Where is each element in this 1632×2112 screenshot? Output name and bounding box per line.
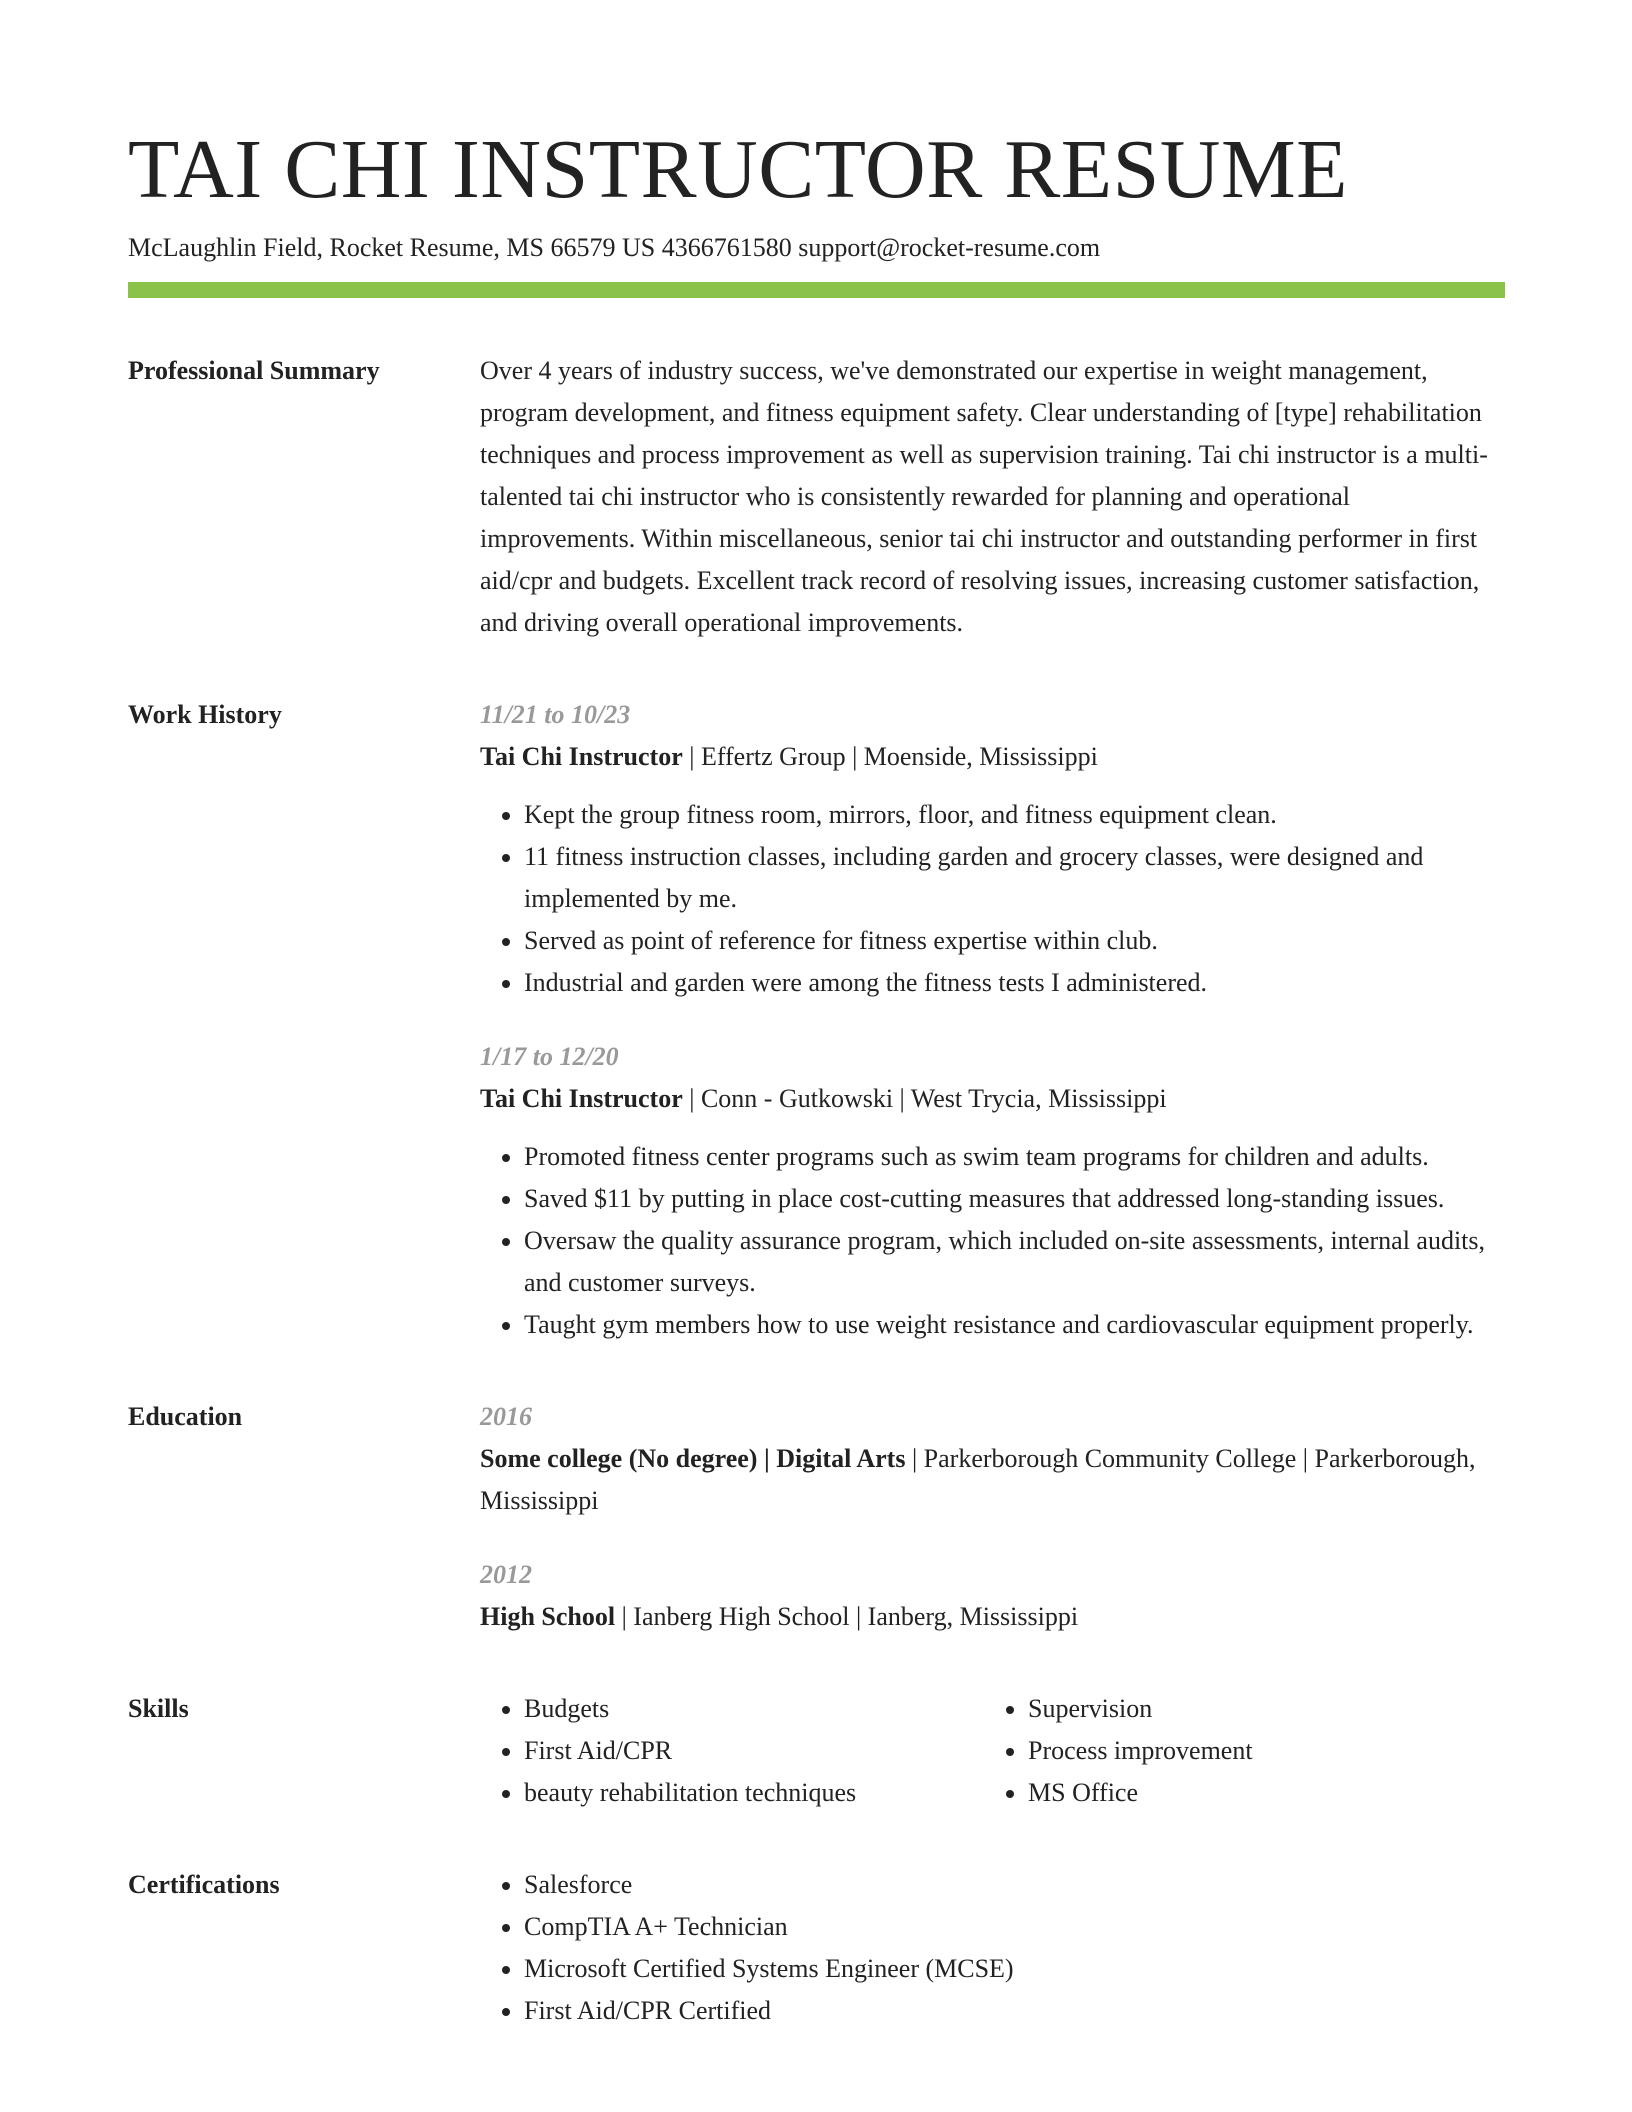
- job-bullet: • 11 fitness instruction classes, including garden and grocery classes, were designed and implemented by me.: [524, 836, 1505, 920]
- job-bullets: [480, 794, 1505, 1004]
- section-label-summary: Professional Summary: [128, 356, 380, 385]
- resume-page: [128, 120, 1505, 2032]
- section-label-certifications: Certifications: [128, 1870, 280, 1899]
- skill-item: • Supervision: [1028, 1688, 1253, 1730]
- education-degree: High School: [480, 1602, 616, 1631]
- education-degree: Some college (No degree) | Digital Arts: [480, 1444, 906, 1473]
- contact-line: McLaughlin Field, Rocket Resume, MS 66579 US 4366761580 support@rocket-resume.com: [128, 233, 1101, 262]
- education-school-location: | Ianberg High School | Ianberg, Mississippi: [615, 1602, 1079, 1631]
- summary-text: Over 4 years of industry success, we've demonstrated our expertise in weight management, program development, and fitness equipment safety. Clear understanding of [type] rehabilitation techniques and process improvement as well as supervision training. Tai chi instructor is a multi-talented tai chi instructor who is consistently rewarded for planning and operational improvements. Within miscellaneous, senior tai chi instructor and outstanding performer in first aid/cpr and budgets. Excellent track record of resolving issues, increasing customer satisfaction, and driving overall operational improvements.: [480, 356, 1488, 637]
- job-bullet: • Taught gym members how to use weight resistance and cardiovascular equipment properly.: [524, 1304, 1505, 1346]
- skill-item: • beauty rehabilitation techniques: [524, 1772, 984, 1814]
- job-dates: 1/17 to 12/20: [480, 1042, 619, 1071]
- resume-title: TAI CHI INSTRUCTOR RESUME: [128, 123, 1348, 216]
- section-education: [128, 1396, 1505, 1638]
- job-entry: [480, 1036, 1505, 1346]
- job-heading: [480, 736, 1505, 778]
- education-heading: [480, 1438, 1505, 1522]
- education-heading: [480, 1596, 1505, 1638]
- job-bullet: • Saved $11 by putting in place cost-cutting measures that addressed long-standing issues.: [524, 1178, 1505, 1220]
- certifications-list: [480, 1864, 1505, 2032]
- section-work-history: [128, 694, 1505, 1346]
- job-bullet: • Industrial and garden were among the fitness tests I administered.: [524, 962, 1505, 1004]
- certification-item: • CompTIA A+ Technician: [524, 1906, 1505, 1948]
- skills-column: [480, 1688, 984, 1814]
- job-heading: [480, 1078, 1505, 1120]
- skill-item: • Budgets: [524, 1688, 984, 1730]
- education-school-location: | Parkerborough Community College | Parkerborough, Mississippi: [480, 1444, 1476, 1515]
- job-employer-location: | Conn - Gutkowski | West Trycia, Mississippi: [682, 1084, 1167, 1113]
- job-bullets: [480, 1136, 1505, 1346]
- certification-item: • Salesforce: [524, 1864, 1505, 1906]
- job-title: Tai Chi Instructor: [480, 1084, 683, 1113]
- job-dates: 11/21 to 10/23: [480, 700, 631, 729]
- section-summary: [128, 350, 1505, 644]
- skills-column: [984, 1688, 1253, 1814]
- certification-item: • Microsoft Certified Systems Engineer (MCSE): [524, 1948, 1505, 1990]
- job-bullet: • Kept the group fitness room, mirrors, floor, and fitness equipment clean.: [524, 794, 1505, 836]
- job-title: Tai Chi Instructor: [480, 742, 683, 771]
- accent-divider: [128, 282, 1505, 298]
- section-body-work-history: [480, 694, 1505, 1346]
- section-body-summary: [480, 350, 1505, 644]
- education-entry: [480, 1396, 1505, 1522]
- job-employer-location: | Effertz Group | Moenside, Mississippi: [682, 742, 1098, 771]
- skill-item: • First Aid/CPR: [524, 1730, 984, 1772]
- skill-item: • MS Office: [1028, 1772, 1253, 1814]
- section-body-education: [480, 1396, 1505, 1638]
- section-label-skills: Skills: [128, 1694, 189, 1723]
- job-bullet: • Promoted fitness center programs such as swim team programs for children and adults.: [524, 1136, 1505, 1178]
- education-year: 2012: [480, 1560, 532, 1589]
- education-year: 2016: [480, 1402, 532, 1431]
- job-entry: [480, 694, 1505, 1004]
- section-body-certifications: [480, 1864, 1505, 2032]
- section-body-skills: [480, 1688, 1505, 1814]
- education-entry: [480, 1554, 1505, 1638]
- job-bullet: • Oversaw the quality assurance program, which included on-site assessments, internal audits, and customer surveys.: [524, 1220, 1505, 1304]
- section-label-work-history: Work History: [128, 700, 282, 729]
- skill-item: • Process improvement: [1028, 1730, 1253, 1772]
- section-skills: [128, 1688, 1505, 1814]
- section-label-education: Education: [128, 1402, 243, 1431]
- certification-item: • First Aid/CPR Certified: [524, 1990, 1505, 2032]
- job-bullet: • Served as point of reference for fitness expertise within club.: [524, 920, 1505, 962]
- skills-grid: [480, 1688, 1505, 1814]
- section-certifications: [128, 1864, 1505, 2032]
